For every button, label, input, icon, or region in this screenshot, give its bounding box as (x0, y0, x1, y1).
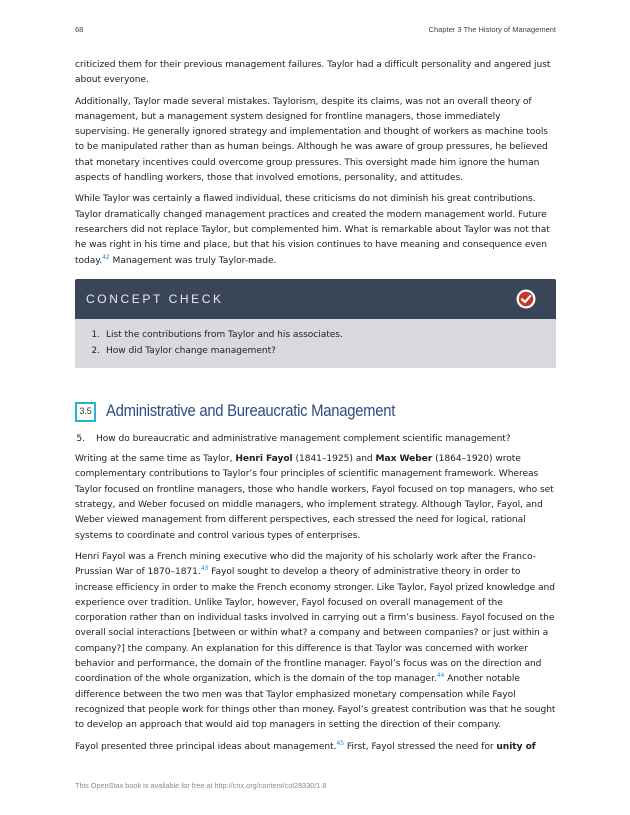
objective-number: 5. (76, 433, 85, 444)
text-run: (1841–1925) and (292, 454, 376, 465)
text-run: Another notable difference between the two men was that Taylor emphasized monetary compensation while Fayol recognized that people work for things other than money. Fayol’s greatest contribution was that he sought to develop an approach that would aid top managers in setting the direction of their company. (75, 674, 556, 731)
section-heading (75, 398, 556, 426)
list-item (75, 343, 556, 359)
concept-check-box (75, 279, 556, 368)
paragraph (75, 740, 556, 755)
text-run: Writing at the same time as Taylor, (75, 454, 236, 465)
text-run: First, Fayol stressed the need for (344, 741, 497, 752)
paragraph: criticized them for their previous management failures. Taylor had a difficult personality and angered just about everyone. (75, 60, 551, 86)
learning-objective (75, 432, 556, 447)
list-item-text: List the contributions from Taylor and his associates. (106, 329, 343, 340)
checkmark-icon (516, 289, 536, 309)
section-title: Administrative and Bureaucratic Management (106, 402, 396, 421)
concept-check-header (75, 279, 556, 319)
page-header (75, 25, 556, 37)
footnote-link[interactable]: 45 (336, 739, 345, 747)
page-content (75, 58, 556, 761)
text-run: Henri Fayol was a French mining executive who did the majority of his scholarly work after the Franco-Prussian War of 1870–1871. (75, 551, 536, 578)
list-item-number: 2. (91, 345, 100, 356)
footnote-link[interactable]: 44 (436, 672, 445, 680)
concept-check-title: CONCEPT CHECK (86, 291, 224, 306)
list-item (75, 327, 556, 343)
page-footer: This OpenStax book is available for free at http://cnx.org/content/col28330/1.8 (75, 781, 327, 790)
paragraph (75, 192, 556, 268)
concept-check-list (75, 327, 556, 359)
text-run: Management was truly Taylor-made. (109, 255, 277, 266)
key-term: unity of (496, 741, 536, 752)
paragraph: Additionally, Taylor made several mistakes. Taylorism, despite its claims, was not an overall theory of management, but a management system designed for frontline managers, those immediately supervising. He generally ignored strategy and implementation and thought of workers as machine tools to be manipulated rather than as human beings. Although he was aware of group pressures, he believed that monetary incentives could overcome group pressures. This oversight made him ignore the human aspects of handling workers, those that involved emotions, personality, and attitudes. (75, 96, 548, 184)
text-run: Fayol sought to develop a theory of administrative theory in order to increase efficiency in order to make the French economy stronger. Like Taylor, Fayol prized knowledge and experience over tradition. Unlike Taylor, however, Fayol focused on overall management of the corporation rather than on individual tasks involved in carrying out a firm’s business. Fayol focused on the overall social interactions [between or within what? a company and between companies? or just within a company?] the company. An explanation for this difference is that Taylor was concerned with worker behavior and performance, the domain of the frontline manager. Fayol’s focus was on the direction and coordination of the whole organization, which is the domain of the top manager. (75, 567, 555, 685)
objective-text: How do bureaucratic and administrative management complement scientific management? (96, 433, 511, 444)
footnote-link[interactable]: 42 (102, 253, 110, 261)
paragraph (75, 550, 556, 734)
text-run: Fayol presented three principal ideas about management. (75, 741, 337, 752)
list-item-text: How did Taylor change management? (106, 345, 276, 356)
page-number: 68 (75, 25, 84, 34)
key-term: Henri Fayol (235, 454, 293, 465)
concept-check-body (75, 319, 556, 368)
list-item-number: 1. (91, 329, 100, 340)
key-term: Max Weber (375, 454, 433, 465)
chapter-title: Chapter 3 The History of Management (428, 25, 556, 34)
text-run: While Taylor was certainly a flawed individual, these criticisms do not diminish his great contributions. Taylor dramatically changed management practices and created the modern management world. Future researchers did not replace Taylor, but complemented him. What is remarkable about Taylor was not that he was right in his time and place, but that his vision continues to have meaning and consequence even today. (75, 194, 550, 266)
paragraph (75, 452, 556, 544)
section-number: 3.5 (75, 402, 96, 422)
footnote-link[interactable]: 43 (200, 565, 209, 573)
text-run: (1864–1920) wrote complementary contributions to Taylor’s four principles of scientific management framework. Whereas Taylor focused on frontline managers, those who handle workers, Fayol focused on top managers, who set strategy, and Weber focused on middle managers, who implement strategy. Although Taylor, Fayol, and Weber viewed management from different perspectives, each stressed the need for logical, rational systems to coordinate and control various types of enterprises. (75, 454, 554, 541)
